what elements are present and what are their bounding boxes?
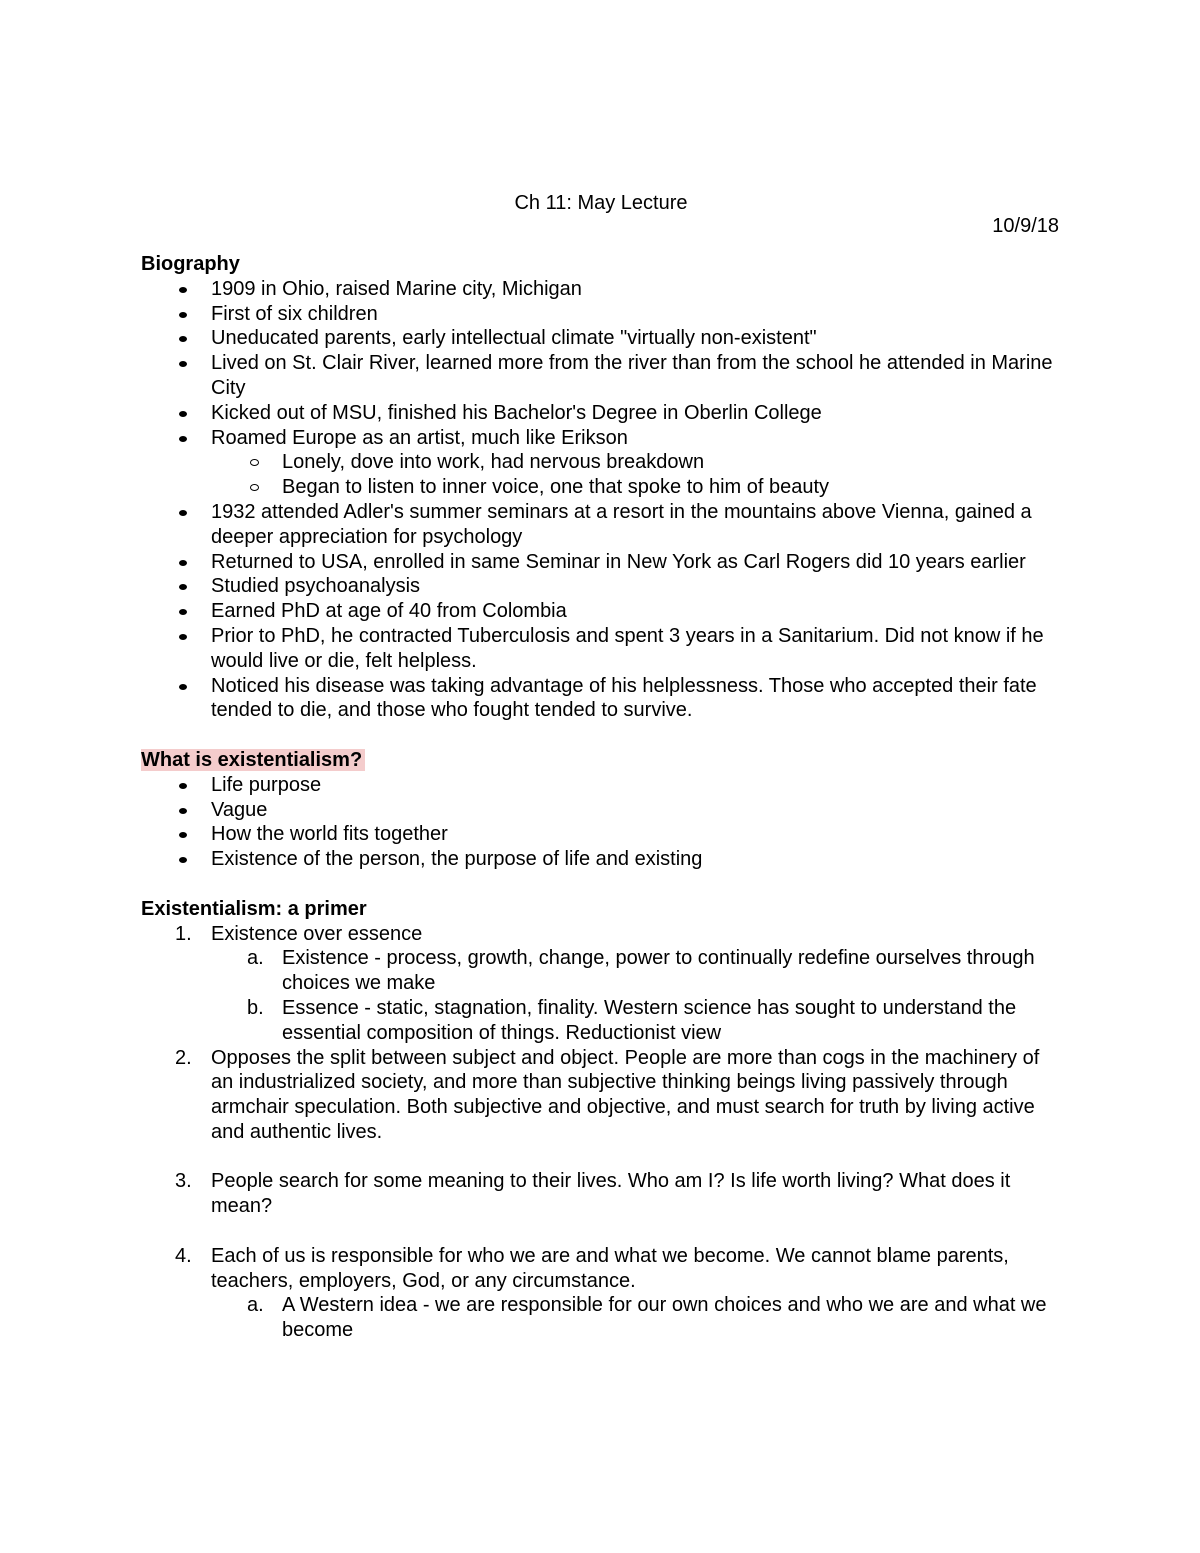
- list-item: 1932 attended Adler's summer seminars at a resort in the mountains above Vienna, gained a deeper appreciation for psychology: [141, 500, 1061, 550]
- spacer: [141, 1145, 1061, 1170]
- spacer: [141, 1219, 1061, 1244]
- bullet-icon: [179, 336, 187, 342]
- item-number: 4.: [175, 1244, 192, 1267]
- lettered-item: b. Essence - static, stagnation, finality. Western science has sought to understand the essential composition of things. Reductionist view: [247, 996, 1017, 1044]
- numbered-item: 4. Each of us is responsible for who we are and what we become. We cannot blame parents, teachers, employers, God, or any circumstance.: [175, 1244, 1009, 1292]
- list-item: Uneducated parents, early intellectual climate "virtually non-existent": [141, 326, 1061, 351]
- list-item: Lived on St. Clair River, learned more from the river than from the school he attended in Marine City: [141, 351, 1061, 401]
- item-letter: a.: [247, 1294, 264, 1317]
- primer-list: [141, 922, 1061, 1344]
- item-number: 1.: [175, 922, 192, 945]
- item-number: 3.: [175, 1170, 192, 1193]
- bullet-icon: [179, 857, 187, 863]
- list-item: How the world fits together: [141, 822, 1061, 847]
- bullet-icon: [179, 808, 187, 814]
- list-item: Existence of the person, the purpose of life and existing: [141, 847, 1061, 872]
- list-item: Vague: [141, 798, 1061, 823]
- biography-heading: Biography: [141, 253, 240, 275]
- bullet-icon: [179, 783, 187, 789]
- document-date: 10/9/18: [992, 215, 1059, 237]
- existentialism-list: [141, 773, 1061, 872]
- bullet-icon: [179, 609, 187, 615]
- document-body: [141, 188, 1061, 1343]
- lettered-item: a. A Western idea - we are responsible for our own choices and who we are and what we become: [247, 1294, 1047, 1342]
- bullet-icon: [179, 560, 187, 566]
- bullet-icon: [179, 832, 187, 838]
- list-item: Kicked out of MSU, finished his Bachelor's Degree in Oberlin College: [141, 401, 1061, 426]
- bullet-icon: [179, 436, 187, 442]
- sub-list-item: Lonely, dove into work, had nervous breakdown: [141, 450, 1061, 475]
- list-item: First of six children: [141, 302, 1061, 327]
- bullet-icon: [179, 411, 187, 417]
- biography-list: [141, 277, 1061, 723]
- lettered-item: a. Existence - process, growth, change, power to continually redefine ourselves through choices we make: [247, 947, 1035, 995]
- list-item: Noticed his disease was taking advantage of his helplessness. Those who accepted their fate tended to die, and those who fought tended to survive.: [141, 674, 1061, 724]
- item-letter: a.: [247, 947, 264, 970]
- bullet-icon: [179, 312, 187, 318]
- primer-heading: Existentialism: a primer: [141, 897, 367, 920]
- list-item: Prior to PhD, he contracted Tuberculosis and spent 3 years in a Sanitarium. Did not know if he would live or die, felt helpless.: [141, 624, 1061, 674]
- bullet-icon: [179, 684, 187, 690]
- numbered-item: 2. Opposes the split between subject and object. People are more than cogs in the machinery of an industrialized society, and more than subjective thinking beings living passively through armchair speculation. Both subjective and objective, and must search for truth by living active and authentic lives.: [175, 1046, 1040, 1143]
- list-item: 1909 in Ohio, raised Marine city, Michigan: [141, 277, 1061, 302]
- bullet-icon: [179, 287, 187, 293]
- document-title: Ch 11: May Lecture: [514, 192, 688, 214]
- hollow-bullet-icon: [250, 484, 259, 491]
- list-item: Returned to USA, enrolled in same Seminar in New York as Carl Rogers did 10 years earlier: [141, 550, 1061, 575]
- highlighted-heading-text: What is existentialism?: [141, 749, 365, 771]
- bullet-icon: [179, 634, 187, 640]
- item-letter: b.: [247, 996, 264, 1019]
- bullet-icon: [179, 510, 187, 516]
- bullet-icon: [179, 584, 187, 590]
- item-number: 2.: [175, 1046, 192, 1069]
- numbered-item: 1. Existence over essence: [175, 922, 423, 945]
- numbered-item: 3. People search for some meaning to their lives. Who am I? Is life worth living? What does it mean?: [175, 1170, 1011, 1218]
- hollow-bullet-icon: [250, 459, 259, 466]
- list-item: Life purpose: [141, 773, 1061, 798]
- list-item: Roamed Europe as an artist, much like Erikson: [141, 426, 1061, 451]
- list-item: Studied psychoanalysis: [141, 574, 1061, 599]
- existentialism-heading: [141, 748, 1061, 773]
- list-item: Earned PhD at age of 40 from Colombia: [141, 599, 1061, 624]
- bullet-icon: [179, 361, 187, 367]
- sub-list-item: Began to listen to inner voice, one that spoke to him of beauty: [141, 475, 1061, 500]
